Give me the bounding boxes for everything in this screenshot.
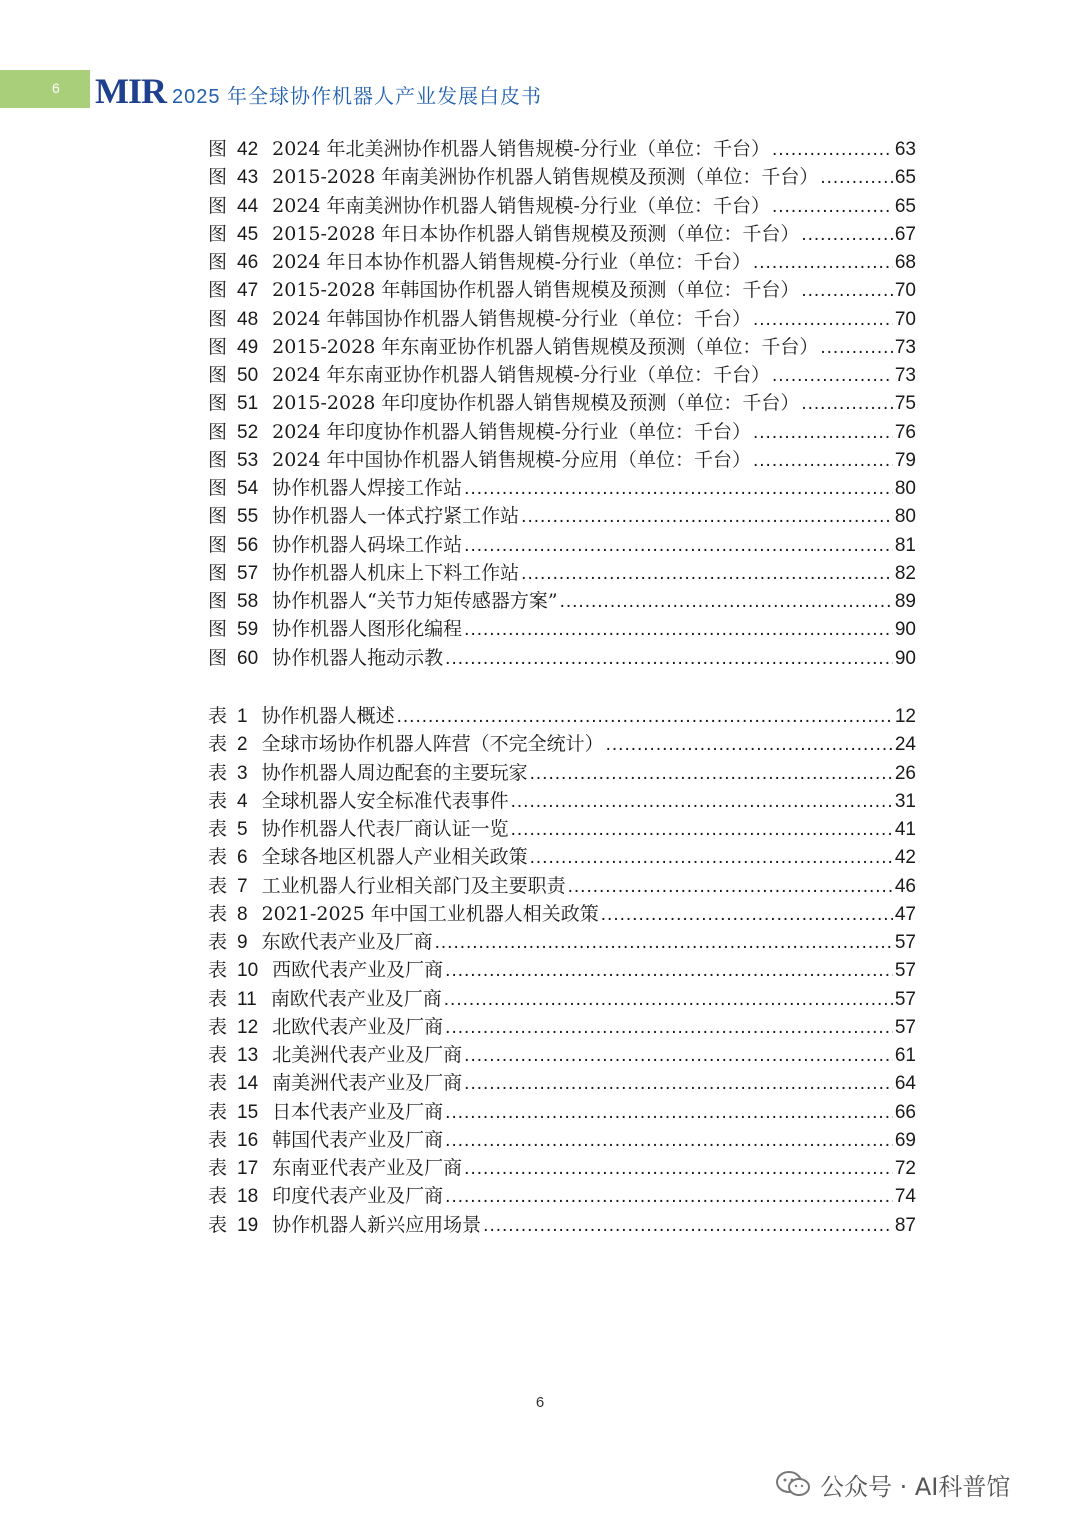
toc-entry[interactable] [208,474,916,502]
toc-entry-number: 56 [237,534,259,556]
toc-entry-page: 63 [894,139,916,160]
toc-kind-label: 表 [208,1213,228,1236]
toc-kind-label: 表 [208,818,228,840]
toc-kind-label: 图 [208,533,228,556]
toc-entry-number: 60 [237,647,259,669]
toc-kind-label: 表 [208,902,228,925]
toc-kind-label: 表 [208,959,228,982]
toc-leader-dots [772,362,893,389]
toc-entry-number: 47 [237,280,259,302]
toc-kind-label: 表 [208,789,228,812]
toc-entry-title: 协作机器人焊接工作站 [272,477,463,499]
toc-entry-number: 17 [237,1158,259,1179]
toc-entry-number: 51 [237,393,259,415]
toc-entry-page: 73 [894,365,916,386]
toc-leader-dots [445,1183,893,1210]
toc-entry-title: 南美洲代表产业及厂商 [272,1072,463,1095]
toc-entry-page: 90 [894,647,916,669]
toc-leader-dots [464,616,893,643]
toc-entry-page: 41 [894,819,916,840]
toc-kind-label: 图 [208,618,228,641]
toc-leader-dots [464,1070,893,1097]
toc-entry-title: 2015-2028 年东南亚协作机器人销售规模及预测（单位：千台） [272,335,819,358]
toc-entry-number: 58 [237,591,259,612]
toc-entry[interactable] [208,220,916,248]
toc-kind-label: 图 [208,307,228,330]
toc-kind-label: 表 [208,1185,228,1208]
toc-leader-dots [511,816,893,843]
toc-entry[interactable] [208,815,916,843]
toc-entry-title: 全球市场协作机器人阵营（不完全统计） [261,733,604,756]
toc-entry-number: 19 [237,1214,259,1236]
toc-leader-dots [445,1099,893,1126]
toc-entry-number: 44 [237,195,259,217]
toc-leader-dots [772,193,893,220]
toc-leader-dots [464,1155,893,1182]
toc-kind-label: 图 [208,392,228,415]
toc-entry-number: 59 [237,619,259,641]
toc-entry[interactable] [208,928,916,956]
toc-entry-number: 42 [237,139,259,160]
toc-entry-page: 64 [894,1073,916,1095]
toc-entry-title: 2024 年北美洲协作机器人销售规模-分行业（单位：千台） [272,138,770,160]
toc-kind-label: 表 [208,846,228,869]
toc-entry[interactable] [208,900,916,928]
toc-entry[interactable] [208,702,916,730]
toc-entry[interactable] [208,1154,916,1182]
toc-entry-title: 印度代表产业及厂商 [272,1185,444,1208]
toc-entry-title: 2024 年中国协作机器人销售规模-分应用（单位：千台） [272,448,751,471]
toc-entry-title: 协作机器人拖动示教 [272,646,444,669]
toc-kind-label: 图 [208,194,228,217]
toc-entry-title: 协作机器人码垛工作站 [272,533,463,556]
toc-entry[interactable] [208,1126,916,1154]
toc-entry-page: 80 [894,478,916,499]
toc-entry[interactable] [208,956,916,984]
toc-entry-number: 3 [237,762,248,784]
toc-entry-title: 2024 年韩国协作机器人销售规模-分行业（单位：千台） [272,307,751,330]
toc-entry-number: 54 [237,478,259,499]
footer-page-number: 6 [535,1394,545,1411]
toc-entry[interactable] [208,361,916,389]
toc-entry-title: 2024 年印度协作机器人销售规模-分行业（单位：千台） [272,420,751,443]
toc-leader-dots [445,1127,893,1154]
toc-entry[interactable] [208,1182,916,1210]
toc-entry-title: 协作机器人图形化编程 [272,618,463,641]
toc-leader-dots [521,503,893,530]
toc-leader-dots [753,249,893,276]
toc-kind-label: 表 [208,761,228,784]
toc-entry-page: 57 [894,988,916,1010]
toc-entry-page: 87 [894,1214,916,1236]
toc-entry[interactable] [208,644,916,672]
toc-entry-title: 2015-2028 年印度协作机器人销售规模及预测（单位：千台） [272,392,800,415]
toc-entry-number: 48 [237,308,259,330]
toc-kind-label: 图 [208,166,228,189]
toc-kind-label: 表 [208,1100,228,1123]
toc-kind-label: 表 [208,733,228,756]
toc-kind-label: 图 [208,138,228,160]
toc-entry[interactable] [208,1013,916,1041]
toc-entry-number: 11 [237,988,257,1010]
toc-entry[interactable] [208,502,916,530]
toc-entry[interactable] [208,389,916,417]
watermark [776,1466,1010,1502]
toc-entry-number: 10 [237,960,259,982]
toc-kind-label: 表 [208,1015,228,1038]
toc-entry[interactable] [208,135,916,163]
toc-entry-page: 74 [894,1186,916,1208]
toc-entry-number: 4 [237,790,248,812]
toc-kind-label: 表 [208,987,228,1010]
toc-leader-dots [445,957,893,984]
toc-entry-number: 46 [237,252,259,273]
toc-entry-page: 42 [894,847,916,869]
toc-kind-label: 图 [208,505,228,528]
toc-entry-number: 52 [237,421,259,443]
toc-entry-page: 57 [894,932,916,953]
toc-entry-title: 协作机器人“关节力矩传感器方案” [272,590,558,612]
toc-entry-page: 57 [894,960,916,982]
toc-entry-title: 2015-2028 年日本协作机器人销售规模及预测（单位：千台） [272,222,800,245]
toc-entry[interactable] [208,305,916,333]
toc-kind-label: 表 [208,1044,228,1066]
toc-leader-dots [445,645,893,672]
toc-entry-title: 2024 年日本协作机器人销售规模-分行业（单位：千台） [272,251,751,273]
toc-entry-number: 16 [237,1129,259,1151]
toc-entry-title: 北欧代表产业及厂商 [272,1015,444,1038]
toc-entry[interactable] [208,531,916,559]
mir-logo: MIR [95,71,166,111]
toc-entry-page: 90 [894,619,916,641]
toc-entry[interactable] [208,787,916,815]
toc-leader-dots [464,532,893,559]
toc-entry-page: 31 [894,790,916,812]
toc-kind-label: 图 [208,364,228,386]
toc-leader-dots [464,1042,893,1069]
toc-entry-number: 2 [237,734,248,756]
toc-leader-dots [772,136,893,163]
toc-entry-number: 14 [237,1073,259,1095]
toc-entry-number: 50 [237,365,259,386]
toc-entry[interactable] [208,1041,916,1069]
toc-kind-label: 表 [208,1128,228,1151]
toc-kind-label: 图 [208,448,228,471]
toc-entry-title: 工业机器人行业相关部门及主要职责 [261,874,566,897]
toc-entry[interactable] [208,985,916,1013]
toc-entry[interactable] [208,843,916,871]
toc-entry-title: 协作机器人一体式拧紧工作站 [272,505,520,528]
toc-entry[interactable] [208,1069,916,1097]
toc-entry[interactable] [208,276,916,304]
header-accent-bar [0,70,90,108]
toc-entry-title: 日本代表产业及厂商 [272,1100,444,1123]
toc-entry-page: 69 [894,1129,916,1151]
toc-entry-page: 47 [894,903,916,925]
toc-leader-dots [753,419,893,446]
toc-entry-page: 70 [894,280,916,302]
toc-entry-title: 北美洲代表产业及厂商 [272,1044,463,1066]
toc-entry-number: 6 [237,847,248,869]
toc-entry-title: 协作机器人周边配套的主要玩家 [261,761,528,784]
header-page-number: 6 [52,80,60,96]
toc-leader-dots [521,560,893,587]
wechat-icon [776,1470,810,1498]
toc-entry-page: 75 [894,393,916,415]
toc-leader-dots [445,1014,893,1041]
toc-kind-label: 表 [208,705,228,727]
toc-kind-label: 表 [208,931,228,953]
toc-entry-title: 2015-2028 年南美洲协作机器人销售规模及预测（单位：千台） [272,166,819,189]
toc-entry-page: 80 [894,506,916,528]
toc-entry-title: 西欧代表产业及厂商 [272,959,444,982]
toc-entry-title: 南欧代表产业及厂商 [270,987,442,1010]
toc-entry-title: 2021-2025 年中国工业机器人相关政策 [261,902,599,925]
toc-entry[interactable] [208,615,916,643]
watermark-text: 公众号 · AI科普馆 [820,1472,1011,1501]
toc-entry-page: 66 [894,1101,916,1123]
toc-kind-label: 图 [208,561,228,584]
toc-leader-dots [606,731,893,758]
toc-entry[interactable] [208,559,916,587]
toc-leader-dots [801,390,893,417]
toc-entry[interactable] [208,192,916,220]
toc-entry-number: 53 [237,449,259,471]
toc-entry-page: 82 [894,562,916,584]
toc-entry-page: 81 [894,534,916,556]
toc-entry-number: 49 [237,336,259,358]
toc-entry-number: 45 [237,223,259,245]
toc-kind-label: 图 [208,646,228,669]
toc-entry-page: 26 [894,762,916,784]
toc-leader-dots [397,703,893,730]
toc-entry-page: 65 [894,167,916,189]
toc-leader-dots [530,844,893,871]
toc-entry-page: 72 [894,1158,916,1179]
toc-entry-page: 68 [894,252,916,273]
toc-leader-dots [464,475,893,502]
toc-entry-page: 73 [894,336,916,358]
document-title: 2025 年全球协作机器人产业发展白皮书 [172,86,543,108]
toc-entry-page: 79 [894,449,916,471]
toc-leader-dots [753,447,893,474]
toc-entry[interactable] [208,333,916,361]
toc-entry-title: 东南亚代表产业及厂商 [272,1157,463,1179]
toc-entry[interactable] [208,1211,916,1239]
toc-entry-page: 65 [894,195,916,217]
toc-entry-number: 57 [237,562,259,584]
toc-entry[interactable] [208,1098,916,1126]
toc-entry-title: 韩国代表产业及厂商 [272,1128,444,1151]
toc-entry-number: 12 [237,1016,259,1038]
toc-entry-page: 24 [894,734,916,756]
toc-entry-number: 1 [237,706,248,727]
toc-leader-dots [560,588,893,615]
toc-entry-number: 18 [237,1186,259,1208]
toc-leader-dots [483,1212,893,1239]
toc-entry[interactable] [208,730,916,758]
toc-entry[interactable] [208,759,916,787]
toc-entry-number: 9 [237,932,248,953]
toc-entry[interactable] [208,446,916,474]
toc-entry-number: 7 [237,875,248,897]
toc-entry-number: 15 [237,1101,259,1123]
toc-entry-page: 57 [894,1016,916,1038]
toc-entry-title: 2015-2028 年韩国协作机器人销售规模及预测（单位：千台） [272,279,800,302]
toc-entry-title: 全球机器人安全标准代表事件 [261,789,509,812]
toc-entry-number: 55 [237,506,259,528]
toc-entry[interactable] [208,587,916,615]
toc-entry-title: 协作机器人新兴应用场景 [272,1213,482,1236]
toc-entry-number: 5 [237,819,248,840]
toc-leader-dots [568,873,893,900]
toc-leader-dots [820,334,893,361]
toc-entry-title: 协作机器人概述 [261,705,395,727]
toc-kind-label: 图 [208,420,228,443]
toc-entry[interactable] [208,248,916,276]
toc-entry-title: 2024 年南美洲协作机器人销售规模-分行业（单位：千台） [272,194,770,217]
toc-kind-label: 表 [208,1072,228,1095]
toc-entry-page: 70 [894,308,916,330]
toc-leader-dots [601,901,893,928]
toc-entry[interactable] [208,163,916,191]
toc-kind-label: 表 [208,874,228,897]
toc-kind-label: 图 [208,279,228,302]
toc-entry-page: 46 [894,875,916,897]
toc-entry-page: 61 [894,1045,916,1066]
toc-leader-dots [753,306,893,333]
toc-kind-label: 图 [208,590,228,612]
toc-entry-page: 76 [894,421,916,443]
toc-leader-dots [511,788,893,815]
toc-kind-label: 图 [208,222,228,245]
toc-entry[interactable] [208,872,916,900]
toc-leader-dots [435,929,893,956]
toc-entry-page: 12 [894,706,916,727]
toc-leader-dots [530,760,893,787]
toc-kind-label: 图 [208,335,228,358]
toc-entry-title: 协作机器人机床上下料工作站 [272,561,520,584]
toc-leader-dots [820,164,893,191]
toc-entry-title: 2024 年东南亚协作机器人销售规模-分行业（单位：千台） [272,364,770,386]
toc-entry-page: 89 [894,591,916,612]
toc-entry-title: 协作机器人代表厂商认证一览 [261,818,509,840]
toc-entry-number: 43 [237,167,259,189]
toc-kind-label: 表 [208,1157,228,1179]
toc-leader-dots [444,986,893,1013]
toc-kind-label: 图 [208,251,228,273]
toc-entry-number: 13 [237,1045,259,1066]
toc-leader-dots [801,277,893,304]
toc-kind-label: 图 [208,477,228,499]
toc-entry-title: 全球各地区机器人产业相关政策 [261,846,528,869]
toc-entry-page: 67 [894,223,916,245]
toc-entry-number: 8 [237,903,248,925]
toc-entry[interactable] [208,418,916,446]
toc-leader-dots [801,221,893,248]
toc-entry-title: 东欧代表产业及厂商 [261,931,433,953]
